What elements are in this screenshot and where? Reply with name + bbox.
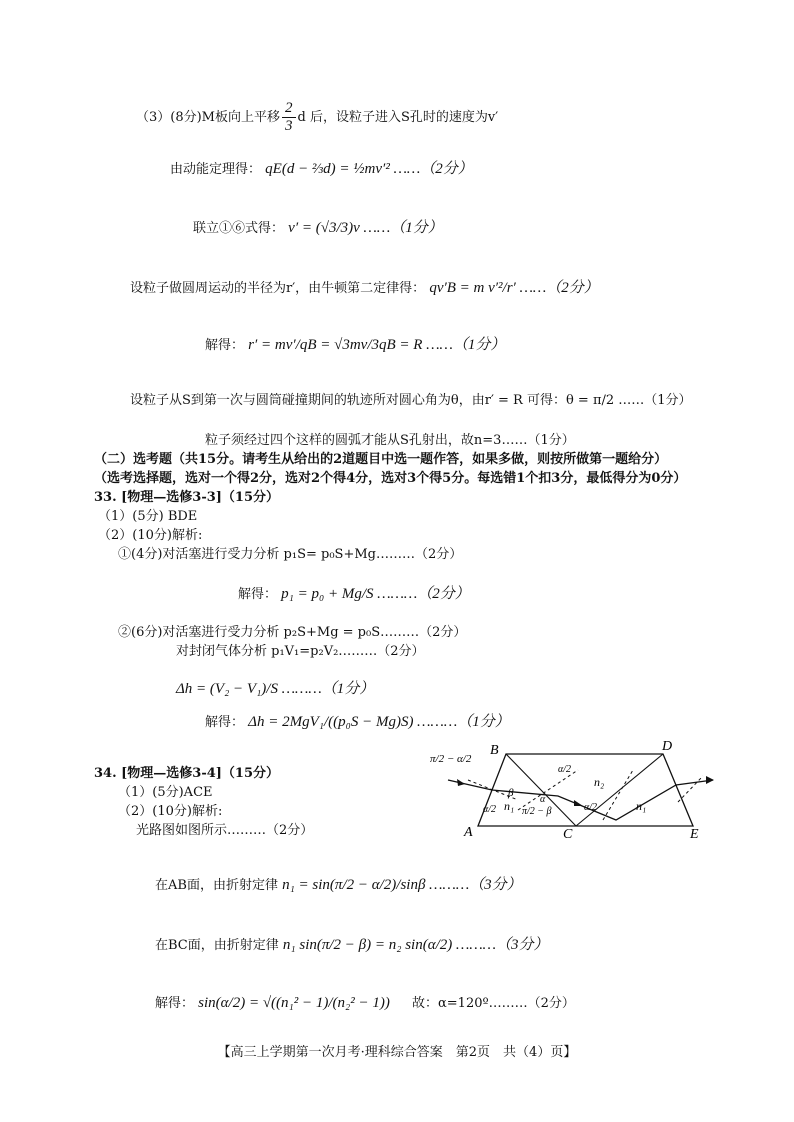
energy-equation: qE(d − ⅔d) = ½mv′² ……（2分） — [265, 161, 473, 177]
p3-heading-a: （3）(8分)M板向上平移 — [136, 110, 280, 125]
solve-line — [205, 336, 505, 355]
q33-step1: ①(4分)对活塞进行受力分析 p₁S= p₀S+Mg………（2分） — [118, 547, 463, 562]
q34-ab-line — [155, 876, 522, 895]
q34-part2: （2）(10分)解析: — [118, 804, 223, 819]
label-alpha-half-right: α/2 — [584, 802, 598, 813]
q34-bc-line — [155, 936, 549, 955]
energy-label: 由动能定理得： — [170, 162, 262, 177]
page-footer: 【高三上学期第一次月考·理科综合答案 第2页 共（4）页】 — [217, 1045, 577, 1060]
label-a: A — [464, 825, 473, 840]
optics-diagram — [428, 740, 718, 840]
angle-line: 设粒子从S到第一次与圆筒碰撞期间的轨迹所对圆心角为θ，由r′ = R 可得：θ = π/2 ……（1分） — [130, 393, 692, 408]
label-alpha: α — [540, 794, 546, 805]
q34-bc-equation: n₁ sin(π/2 − β) = n₂ sin(α/2) ………（3分） — [282, 937, 549, 953]
p3-heading — [136, 100, 498, 135]
combine-line — [193, 219, 443, 238]
q33-step4-equation: Δh = (V₂ − V₁)/S ………（1分） — [176, 681, 375, 697]
q33-part1: （1）(5分) BDE — [98, 509, 198, 524]
label-mid-frac: π/2 − β — [522, 806, 552, 817]
q34-part1: （1）(5分)ACE — [118, 785, 213, 800]
solve-equation: r′ = mv′/qB = √3mv/3qB = R ……（1分） — [248, 337, 506, 353]
label-b: B — [490, 743, 499, 758]
q34-ab-label: 在AB面，由折射定律 — [155, 878, 278, 893]
p3-heading-b: d 后，设粒子进入S孔时的速度为v′ — [297, 110, 499, 125]
q33-step5-equation: Δh = 2MgV₁/((p₀S − Mg)S) ………（1分） — [248, 714, 510, 730]
label-beta: β — [508, 787, 514, 799]
combine-label: 联立①⑥式得： — [193, 221, 285, 236]
q34-result-equation: sin(α/2) = √((n₁² − 1)/(n₂² − 1)) — [198, 995, 390, 1011]
p3-heading-frac — [282, 100, 296, 135]
label-c: C — [563, 827, 573, 840]
label-e: E — [690, 827, 699, 840]
q34-step1: 光路图如图所示………（2分） — [136, 823, 314, 838]
q33-step1-result — [238, 585, 470, 604]
line-cd — [576, 754, 663, 826]
frac-num: 2 — [282, 100, 296, 118]
radius-line — [130, 279, 599, 298]
q34-result-label: 解得： — [155, 996, 195, 1011]
section2-rule: （选考选择题，选对一个得2分，选对2个得4分，选对3个得5分。每选错1个扣3分，最低得分为0分） — [94, 471, 687, 486]
solve-label: 解得： — [205, 338, 245, 353]
q34-title: 34. [物理—选修3-4]（15分） — [94, 766, 280, 781]
q34-bc-label: 在BC面，由折射定律 — [155, 938, 279, 953]
ray-arrow-in — [457, 779, 465, 786]
q33-title: 33. [物理—选修3-3]（15分） — [94, 490, 280, 505]
ray-arrow-out — [706, 776, 714, 784]
label-n1-right: n₁ — [636, 799, 647, 813]
frac-den: 3 — [285, 118, 293, 134]
q33-step5 — [205, 713, 510, 732]
q33-step1-equation: p₁ = p₀ + Mg/S ………（2分） — [281, 586, 470, 602]
arc-line: 粒子须经过四个这样的圆弧才能从S孔射出，故n=3……（1分） — [205, 433, 575, 448]
q33-step1-label: 解得： — [238, 587, 278, 602]
label-alpha-half-left: α/2 — [483, 804, 497, 815]
q34-result-tail: 故：α=120º………（2分） — [412, 996, 575, 1011]
label-n1-left: n₁ — [504, 799, 515, 813]
label-n2: n₂ — [594, 775, 605, 789]
q33-part2: （2）(10分)解析: — [98, 528, 203, 543]
q33-step5-label: 解得： — [205, 715, 245, 730]
energy-line — [170, 160, 473, 179]
q33-step2: ②(6分)对活塞进行受力分析 p₂S+Mg = p₀S………（2分） — [118, 625, 467, 640]
radius-equation: qv′B = m v′²/r′ ……（2分） — [429, 280, 599, 296]
radius-label: 设粒子做圆周运动的半径为r′，由牛顿第二定律得： — [130, 281, 426, 296]
label-alpha-half-top: α/2 — [558, 764, 572, 775]
q33-step3: 对封闭气体分析 p₁V₁=p₂V₂………（2分） — [176, 644, 425, 659]
combine-equation: v′ = (√3/3)v ……（1分） — [288, 220, 443, 236]
section2-title: （二）选考题（共15分。请考生从给出的2道题目中选一题作答，如果多做，则按所做第一题给分） — [94, 452, 668, 467]
q34-result-line — [155, 994, 575, 1013]
q34-ab-equation: n₁ = sin(π/2 − α/2)/sinβ ………（3分） — [282, 877, 522, 893]
label-d: D — [662, 740, 673, 754]
label-top-frac: π/2 − α/2 — [430, 753, 472, 765]
